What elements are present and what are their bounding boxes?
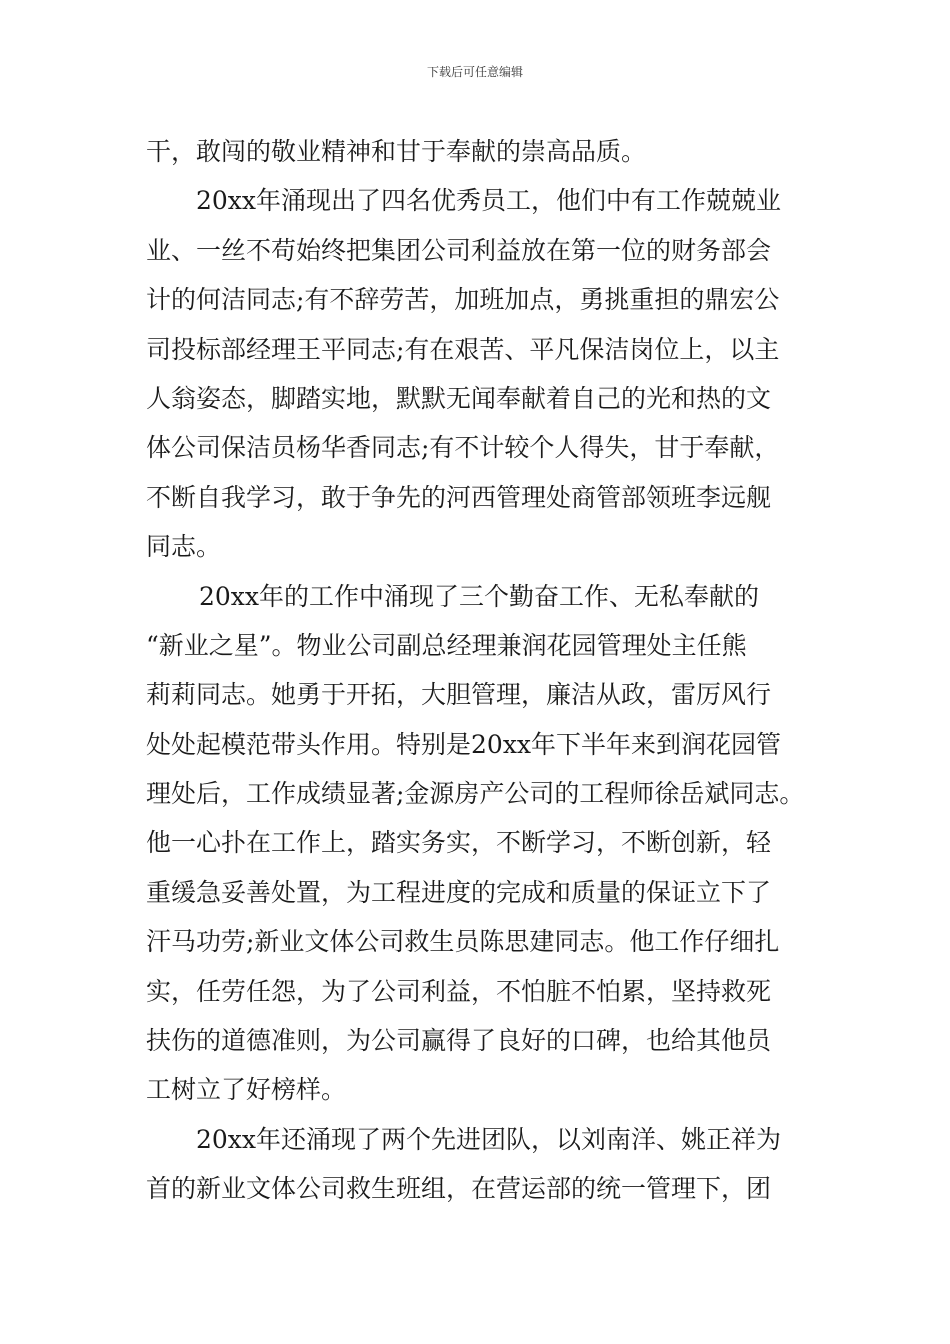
text-line: 工树立了好榜样。 bbox=[146, 1075, 347, 1105]
text-line: 人翁姿态，脚踏实地，默默无闻奉献着自己的光和热的文 bbox=[146, 383, 772, 413]
text-line: 汗马功劳;新业文体公司救生员陈思建同志。他工作仔细扎 bbox=[146, 927, 780, 957]
text-line: 莉莉同志。她勇于开拓，大胆管理，廉洁从政，雷厉风行 bbox=[146, 680, 772, 710]
text-line: 不断自我学习，敢于争先的河西管理处商管部领班李远舰 bbox=[146, 482, 772, 512]
text-line: 实，任劳任怨，为了公司利益，不怕脏不怕累，坚持救死 bbox=[146, 976, 772, 1006]
text-line: 首的新业文体公司救生班组，在营运部的统一管理下，团 bbox=[146, 1174, 772, 1204]
text-line: 他一心扑在工作上，踏实务实，不断学习，不断创新，轻 bbox=[146, 828, 772, 858]
text-line: 同志。 bbox=[146, 532, 222, 562]
text-line: 20xx年的工作中涌现了三个勤奋工作、无私奉献的 bbox=[199, 581, 760, 611]
text-line: “新业之星”。物业公司副总经理兼润花园管理处主任熊 bbox=[146, 630, 747, 660]
text-line: 业、一丝不苟始终把集团公司利益放在第一位的财务部会 bbox=[146, 235, 772, 265]
text-line: 司投标部经理王平同志;有在艰苦、平凡保洁岗位上，以主 bbox=[146, 334, 780, 364]
text-line: 扶伤的道德准则，为公司赢得了良好的口碑，也给其他员 bbox=[146, 1026, 772, 1056]
text-line: 体公司保洁员杨华香同志;有不计较个人得失，甘于奉献， bbox=[146, 433, 780, 463]
text-line: 重缓急妥善处置，为工程进度的完成和质量的保证立下了 bbox=[146, 877, 772, 907]
text-line: 计的何洁同志;有不辞劳苦，加班加点，勇挑重担的鼎宏公 bbox=[146, 285, 780, 315]
text-line: 干，敢闯的敬业精神和甘于奉献的崇高品质。 bbox=[146, 137, 647, 166]
page-header: 下载后可任意编辑 bbox=[426, 65, 523, 79]
text-line: 处处起模范带头作用。特别是20xx年下半年来到润花园管 bbox=[146, 729, 782, 759]
document-body bbox=[146, 127, 811, 1214]
text-line: 20xx年还涌现了两个先进团队，以刘南洋、姚正祥为 bbox=[196, 1124, 782, 1154]
text-line: 理处后，工作成绩显著;金源房产公司的工程师徐岳斌同志。 bbox=[146, 779, 805, 809]
text-line: 20xx年涌现出了四名优秀员工，他们中有工作兢兢业 bbox=[196, 186, 782, 216]
